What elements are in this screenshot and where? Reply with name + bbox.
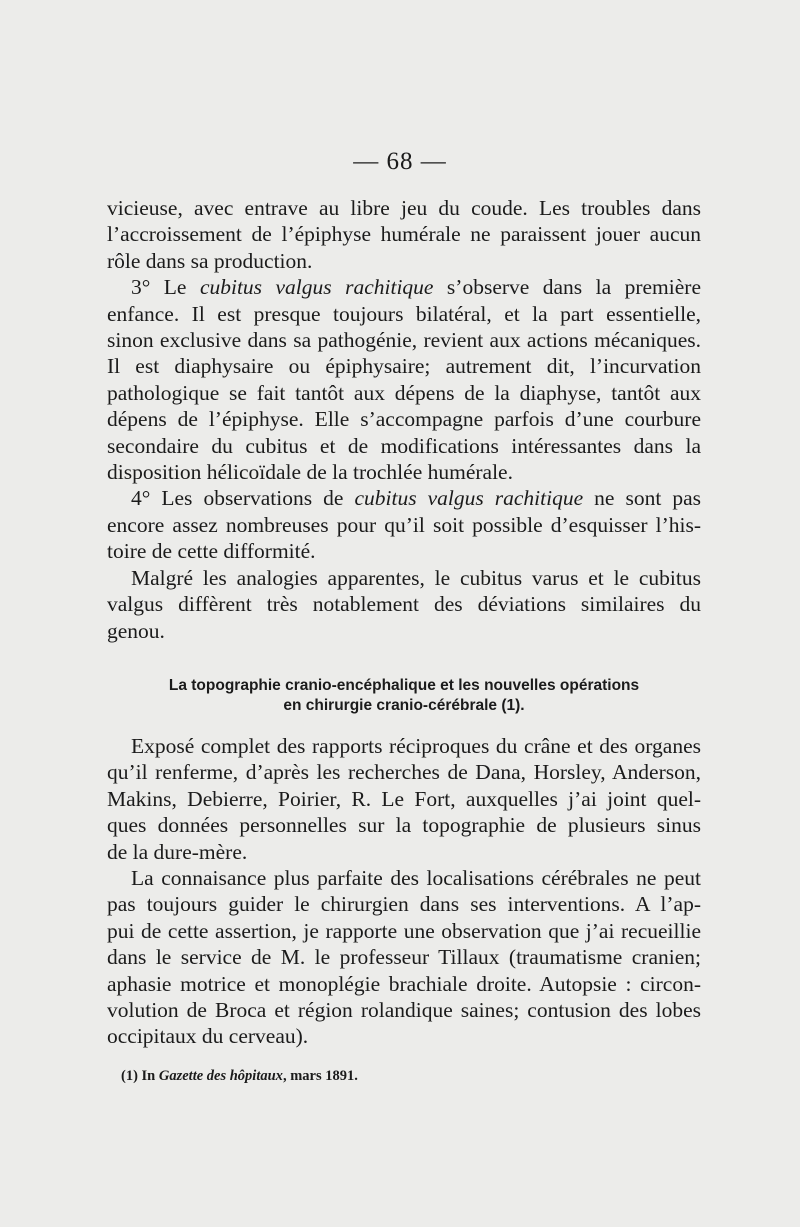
text-line: [107, 865, 701, 891]
body-text-top: [107, 195, 701, 644]
text-line: [107, 971, 701, 997]
text-line: [107, 733, 701, 759]
text-run: ne sont pas: [583, 486, 702, 511]
text-line: [107, 195, 701, 221]
text-line: [107, 459, 701, 485]
text-run: dans le service de M. le professeur Tillaux (traumatisme cranien;: [107, 945, 701, 970]
text-line: [107, 221, 701, 247]
text-run: genou.: [107, 618, 165, 643]
text-run: valgus diffèrent très notablement des déviations similaires du: [107, 592, 701, 617]
text-run: enfance. Il est presque toujours bilatéral, et la part essentielle,: [107, 301, 701, 326]
italic-term: cubitus valgus rachitique: [199, 275, 434, 300]
heading-line-2: en chirurgie cranio-cérébrale (1).: [283, 697, 525, 714]
text-run: ques données personnelles sur la topographie de plusieurs sinus: [107, 813, 701, 838]
text-run: 4° Les observations de: [131, 486, 355, 511]
text-run: La connaisance plus parfaite des localisations cérébrales ne peut: [131, 866, 701, 891]
text-run: rôle dans sa production.: [107, 248, 313, 273]
text-run: 3° Le: [131, 275, 200, 300]
text-line: [107, 274, 701, 300]
text-line: [107, 918, 701, 944]
text-line: [107, 891, 701, 917]
text-line: [107, 565, 701, 591]
text-line: [107, 591, 701, 617]
footnote: [121, 1068, 358, 1085]
footnote-suffix: , mars 1891.: [282, 1068, 358, 1084]
text-line: [107, 759, 701, 785]
text-run: vicieuse, avec entrave au libre jeu du coude. Les troubles dans: [107, 196, 701, 220]
text-run: occipitaux du cerveau).: [107, 1024, 309, 1049]
text-run: secondaire du cubitus et de modifications intéressantes dans la: [107, 433, 701, 458]
text-run: toire de cette difformité.: [107, 539, 316, 564]
text-line: [107, 380, 701, 406]
text-line: [107, 944, 701, 970]
italic-term: cubitus valgus rachitique: [354, 486, 584, 511]
text-line: [107, 406, 701, 432]
text-run: Exposé complet des rapports réciproques du crâne et des organes: [131, 734, 701, 758]
text-line: [107, 618, 701, 644]
text-run: de la dure-mère.: [107, 839, 248, 864]
text-line: [107, 327, 701, 353]
text-line: [107, 433, 701, 459]
page-number: — 68 —: [353, 148, 447, 175]
text-run: pui de cette assertion, je rapporte une observation que j’ai recueillie: [107, 918, 701, 943]
text-line: [107, 839, 701, 865]
text-run: qu’il renferme, d’après les recherches de Dana, Horsley, Anderson,: [107, 760, 701, 785]
footnote-journal: Gazette des hôpitaux: [158, 1068, 283, 1084]
text-line: [107, 1023, 701, 1049]
text-line: [107, 301, 701, 327]
text-line: [107, 512, 701, 538]
text-run: volution de Broca et région rolandique saines; contusion des lobes: [107, 998, 701, 1023]
text-run: sinon exclusive dans sa pathogénie, revient aux actions mécaniques.: [107, 328, 701, 353]
heading-line-1: La topographie cranio-encéphalique et les nouvelles opérations: [168, 677, 640, 694]
text-run: dépens de l’épiphyse. Elle s’accompagne parfois d’une courbure: [107, 407, 701, 432]
text-run: Makins, Debierre, Poirier, R. Le Fort, auxquelles j’ai joint quel-: [107, 786, 701, 811]
text-run: aphasie motrice et monoplégie brachiale droite. Autopsie : circon-: [107, 971, 701, 996]
text-line: [107, 786, 701, 812]
footnote-prefix: (1) In: [121, 1068, 159, 1084]
text-line: [107, 997, 701, 1023]
text-run: pas toujours guider le chirurgien dans ses interventions. A l’ap-: [107, 892, 701, 917]
text-line: [107, 485, 701, 511]
text-line: [107, 538, 701, 564]
text-run: s’observe dans la première: [433, 275, 701, 300]
text-line: [107, 812, 701, 838]
text-run: disposition hélicoïdale de la trochlée humérale.: [107, 460, 513, 485]
section-heading: [107, 676, 701, 716]
text-line: [107, 353, 701, 379]
text-line: [107, 248, 701, 274]
text-run: encore assez nombreuses pour qu’il soit possible d’esquisser l’his-: [107, 512, 701, 537]
text-run: Malgré les analogies apparentes, le cubitus varus et le cubitus: [131, 565, 701, 590]
text-run: l’accroissement de l’épiphyse humérale ne paraissent jouer aucun: [107, 222, 701, 247]
text-run: pathologique se fait tantôt aux dépens de la diaphyse, tantôt aux: [107, 380, 701, 405]
body-text-bottom: [107, 733, 701, 1050]
text-run: Il est diaphysaire ou épiphysaire; autrement dit, l’incurvation: [107, 354, 701, 379]
